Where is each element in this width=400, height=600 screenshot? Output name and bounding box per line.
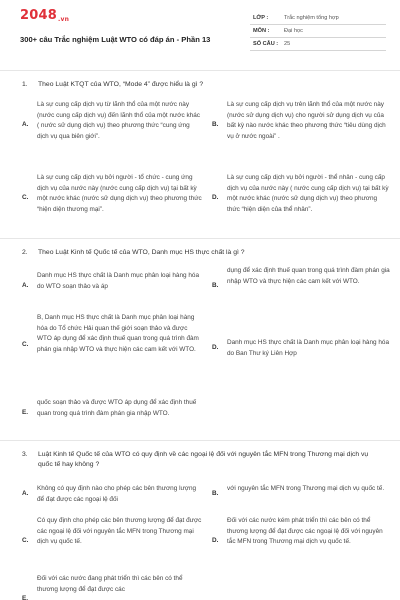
- option-letter: B.: [212, 490, 219, 497]
- option-text: Có quy định cho phép các bên thương lượng để đạt được các ngoại lệ đối với nguyên tắc MFN trong Thương mại dịch vụ quốc tế.: [37, 517, 202, 545]
- option-text: quốc soạn thảo và được WTO áp dụng để xác định thuế quan trong quá trình đàm phán gia nhập WTO.: [37, 399, 197, 417]
- section-divider: [0, 238, 400, 239]
- option-text: Là sự cung cấp dịch vụ bởi người - tổ chức - cung ứng dịch vụ của nước này (nước cung cấp dịch vụ) tại bất kỳ một nước khác (nước sử dụng dịch vụ) theo phương thức “hiện diện thương mại”.: [37, 174, 202, 213]
- option-letter: B.: [212, 282, 219, 289]
- option-text: Không có quy định nào cho phép các bên thương lượng để đạt được các ngoại lệ đối: [37, 485, 197, 503]
- option-text: Đối với các nước đang phát triển thì các bên có thể thương lượng để đạt được các: [37, 575, 183, 593]
- meta-value: 25: [284, 41, 291, 47]
- option-text: Đối với các nước kém phát triển thì các bên có thể thương lượng để đạt được các ngoại lệ đối với nguyên tắc MFN trong Thương mại dịch vụ quốc tế.: [227, 517, 383, 545]
- section-divider: [0, 440, 400, 441]
- meta-value: Trắc nghiệm tổng hợp: [284, 15, 339, 21]
- section-divider: [0, 70, 400, 71]
- option-text: Là sự cung cấp dịch vụ từ lãnh thổ của một nước này (nước cung cấp dịch vụ) đến lãnh thổ của một nước khác ( nước sử dụng dịch vụ) theo phương thức “cung ứng dịch vụ qua biên giới”.: [37, 101, 200, 140]
- option-letter: B.: [212, 121, 219, 128]
- question-text: Luật Kinh tế Quốc tế của WTO có quy định về các ngoại lệ đối với nguyên tắc MFN trong Thương mại dịch vụ quốc tế hay không ?: [38, 451, 369, 468]
- option-text: với nguyên tắc MFN trong Thương mại dịch vụ quốc tế.: [227, 485, 385, 492]
- logo-suffix: .vn: [57, 16, 70, 23]
- option-letter: C.: [22, 194, 29, 201]
- option-text: dụng để xác định thuế quan trong quá trình đàm phán gia nhập WTO và thực hiện các cam kết với WTO.: [227, 267, 390, 285]
- meta-row-class: [250, 12, 386, 25]
- option-text: Là sự cung cấp dịch vụ trên lãnh thổ của một nước này (nước sử dụng dịch vụ) cho người sử dụng dịch vụ của bất kỳ nào nước khác theo phương thức “tiêu dùng dịch vụ ở nước ngoài” .: [227, 101, 386, 140]
- option-letter: A.: [22, 282, 29, 289]
- page-title: 300+ câu Trắc nghiệm Luật WTO có đáp án - Phần 13: [20, 35, 211, 44]
- meta-value: Đại học: [284, 28, 303, 34]
- meta-key: LỚP :: [253, 15, 269, 21]
- meta-key: MÔN :: [253, 28, 270, 34]
- question-number: 1.: [22, 81, 28, 88]
- option-letter: A.: [22, 490, 29, 497]
- option-letter: D.: [212, 194, 219, 201]
- option-text: Danh mục HS thực chất là Danh mục phân loại hàng hóa do Ban Thư ký Liên Hợp: [227, 339, 390, 357]
- option-text: Danh mục HS thực chất là Danh mục phân loại hàng hóa do WTO soạn thảo và áp: [37, 272, 200, 290]
- option-letter: D.: [212, 537, 219, 544]
- meta-key: SỐ CÂU :: [253, 41, 279, 47]
- option-letter: C.: [22, 341, 29, 348]
- question-text: Theo Luật Kinh tế Quốc tế của WTO, Danh mục HS thực chất là gì ?: [38, 249, 245, 256]
- question-number: 3.: [22, 451, 28, 458]
- site-logo[interactable]: [20, 8, 69, 23]
- option-text: Là sự cung cấp dịch vụ bởi người - thể nhân - cung cấp dịch vụ của nước này ( nước cung cấp dịch vụ) tại bất kỳ một nước khác (nước sử dụng dịch vụ) theo phương thức “hiện diện của thể nhân”.: [227, 174, 389, 213]
- question-text: Theo Luật KTQT của WTO, “Mode 4” được hiểu là gì ?: [38, 81, 204, 88]
- option-letter: D.: [212, 344, 219, 351]
- option-letter: C.: [22, 537, 29, 544]
- question-number: 2.: [22, 249, 28, 256]
- meta-table: [250, 12, 386, 51]
- option-letter: E.: [22, 595, 29, 600]
- meta-row-subject: [250, 25, 386, 38]
- option-text: B, Danh mục HS thực chất là Danh mục phân loại hàng hóa do Tổ chức Hải quan thế giới soạn thảo và được WTO áp dụng để xác định thuế quan trong quá trình đàm phán gia nhập WTO và thực hiện các cam kết với WTO.: [37, 314, 199, 353]
- logo-text: 2048: [20, 8, 57, 23]
- option-letter: E.: [22, 409, 29, 416]
- option-letter: A.: [22, 121, 29, 128]
- meta-row-count: [250, 38, 386, 51]
- page-header: [0, 0, 400, 62]
